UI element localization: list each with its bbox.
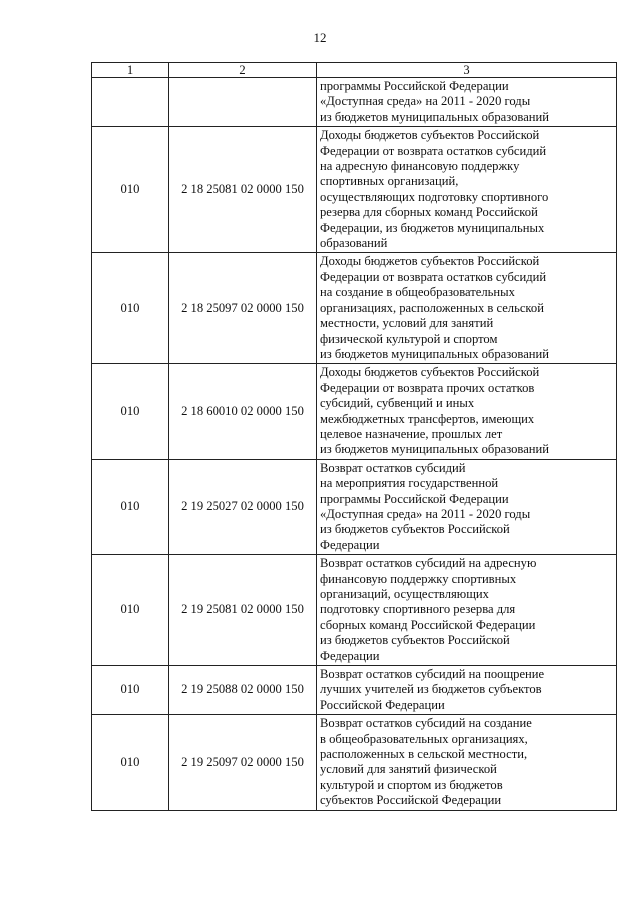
column-header-1: 1 xyxy=(92,63,169,78)
table-row xyxy=(92,555,617,666)
column-header-3: 3 xyxy=(317,63,617,78)
budget-code-cell: 2 19 25081 02 0000 150 xyxy=(169,555,317,666)
table-row xyxy=(92,715,617,810)
budget-code-cell: 2 19 25088 02 0000 150 xyxy=(169,666,317,715)
admin-code-cell: 010 xyxy=(92,127,169,253)
budget-codes-table xyxy=(91,62,617,811)
table-row xyxy=(92,78,617,127)
budget-code-cell: 2 18 60010 02 0000 150 xyxy=(169,364,317,459)
description-cell: Возврат остатков субсидий на создание в общеобразовательных организациях, расположенных в сельской местности, условий для занятий физической культурой и спортом из бюджетов субъектов Российской Федерации xyxy=(317,715,617,810)
table-header-row xyxy=(92,63,617,78)
description-cell: Возврат остатков субсидий на поощрение лучших учителей из бюджетов субъектов Российской Федерации xyxy=(317,666,617,715)
table-row xyxy=(92,459,617,554)
description-cell: Возврат остатков субсидий на адресную финансовую поддержку спортивных организаций, осуществляющих подготовку спортивного резерва для сборных команд Российской Федерации из бюджетов субъектов Российской Федерации xyxy=(317,555,617,666)
budget-code-cell: 2 19 25097 02 0000 150 xyxy=(169,715,317,810)
admin-code-cell xyxy=(92,78,169,127)
budget-code-cell: 2 18 25097 02 0000 150 xyxy=(169,253,317,364)
budget-code-cell xyxy=(169,78,317,127)
description-cell: программы Российской Федерации «Доступная среда» на 2011 - 2020 годы из бюджетов муниципальных образований xyxy=(317,78,617,127)
admin-code-cell: 010 xyxy=(92,253,169,364)
admin-code-cell: 010 xyxy=(92,715,169,810)
description-cell: Возврат остатков субсидий на мероприятия государственной программы Российской Федерации «Доступная среда» на 2011 - 2020 годы из бюджетов субъектов Российской Федерации xyxy=(317,459,617,554)
description-cell: Доходы бюджетов субъектов Российской Федерации от возврата прочих остатков субсидий, субвенций и иных межбюджетных трансфертов, имеющих целевое назначение, прошлых лет из бюджетов муниципальных образований xyxy=(317,364,617,459)
description-cell: Доходы бюджетов субъектов Российской Федерации от возврата остатков субсидий на адресную финансовую поддержку спортивных организаций, осуществляющих подготовку спортивного резерва для сборных команд Российской Федерации, из бюджетов муниципальных образований xyxy=(317,127,617,253)
table-row xyxy=(92,253,617,364)
description-cell: Доходы бюджетов субъектов Российской Федерации от возврата остатков субсидий на создание в общеобразовательных организациях, расположенных в сельской местности, условий для занятий физической культурой и спортом из бюджетов муниципальных образований xyxy=(317,253,617,364)
table-row xyxy=(92,666,617,715)
admin-code-cell: 010 xyxy=(92,459,169,554)
budget-code-cell: 2 18 25081 02 0000 150 xyxy=(169,127,317,253)
admin-code-cell: 010 xyxy=(92,364,169,459)
table-row xyxy=(92,127,617,253)
admin-code-cell: 010 xyxy=(92,555,169,666)
column-header-2: 2 xyxy=(169,63,317,78)
admin-code-cell: 010 xyxy=(92,666,169,715)
page-number: 12 xyxy=(313,30,327,45)
budget-code-cell: 2 19 25027 02 0000 150 xyxy=(169,459,317,554)
table-row xyxy=(92,364,617,459)
